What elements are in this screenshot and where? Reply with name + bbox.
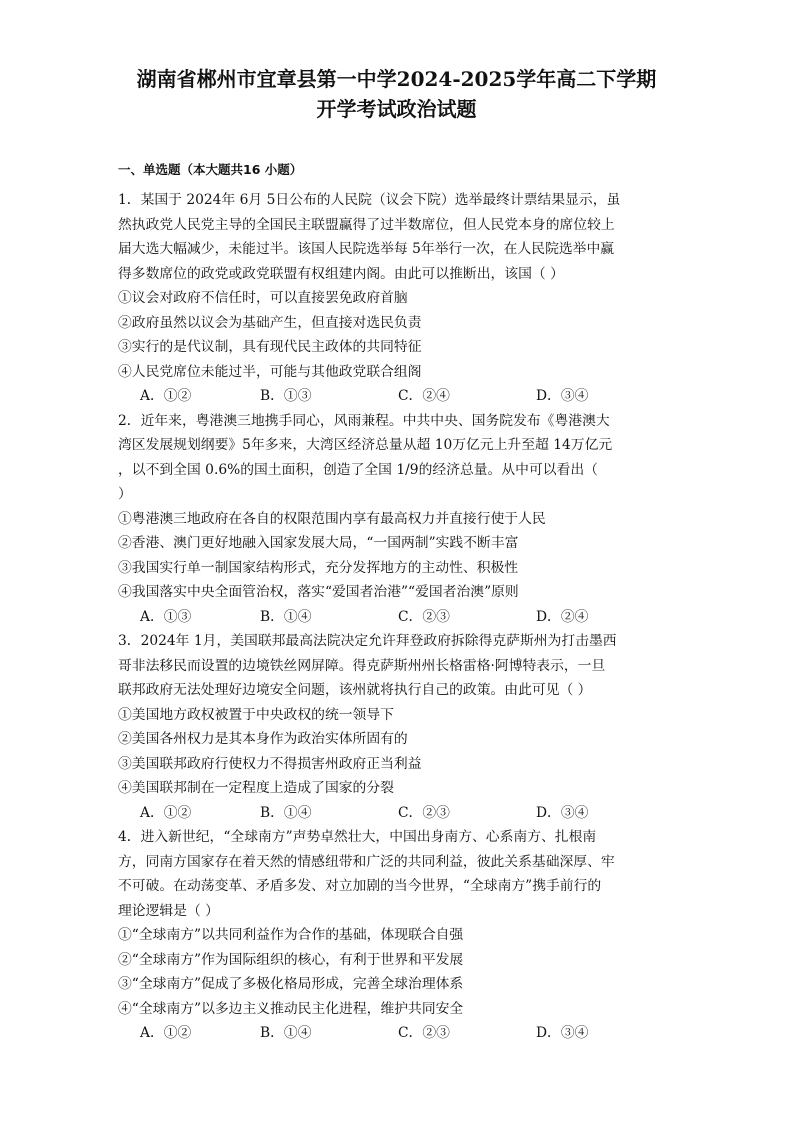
option-c: C．②③	[398, 608, 450, 625]
option-c: C．②③	[398, 1025, 450, 1041]
question-stem-line: 方，同南方国家存在着天然的情感纽带和广泛的共同利益，彼此关系基础深厚、牢	[118, 853, 615, 870]
document-title-line-2: 开学考试政治试题	[316, 97, 477, 121]
question-stem-line: ，以不到全国 0.6%的国土面积，创造了全国 1/9的经济总量。从中可以看出（	[118, 461, 598, 478]
statement-item: ①“全球南方”以共同利益作为合作的基础，体现联合自强	[118, 927, 464, 943]
statement-item: ③我国实行单一制国家结构形式，充分发挥地方的主动性、积极性	[118, 559, 519, 576]
option-c: C．②④	[398, 388, 450, 404]
statement-item: ②政府虽然以议会为基础产生，但直接对选民负责	[118, 314, 422, 331]
answer-options	[118, 384, 678, 409]
question-stem-line: 4．进入新世纪，“全球南方”声势卓然壮大，中国出身南方、心系南方、扎根南	[118, 829, 597, 845]
option-d: D．②④	[536, 608, 589, 625]
question-stem-line: 然执政党人民党主导的全国民主联盟赢得了过半数席位，但人民党本身的席位较上	[118, 216, 615, 233]
question-stem-line: 理论逻辑是（ ）	[118, 902, 219, 919]
option-d: D．③④	[536, 804, 589, 821]
question-3	[118, 629, 678, 825]
option-a: A．①③	[140, 608, 192, 625]
question-stem-line: 不可破。在动荡变革、矛盾多发、对立加剧的当今世界，“全球南方”携手前行的	[118, 878, 602, 894]
statement-item: ④我国落实中央全面管治权，落实“爱国者治港”“爱国者治澳”原则	[118, 584, 519, 600]
question-stem-line: 湾区发展规划纲要》5年多来，大湾区经济总量从超 10万亿元上升至超 14万亿元	[118, 437, 613, 453]
statement-item: ②美国各州权力是其本身作为政治实体所固有的	[118, 731, 408, 747]
option-d: D．③④	[536, 388, 589, 404]
question-2	[118, 409, 678, 630]
question-stem-line: 得多数席位的政党或政党联盟有权组建内阁。由此可以推断出，该国（ ）	[118, 265, 564, 282]
statement-item: ④美国联邦制在一定程度上造成了国家的分裂	[118, 780, 394, 796]
section-heading: 一、单选题（本大题共16 小题）	[118, 162, 303, 177]
option-a: A．①②	[140, 388, 192, 404]
option-b: B．①④	[260, 804, 312, 821]
question-stem-line: 届大选大幅减少，未能过半。该国人民院选举每 5年举行一次，在人民院选举中赢	[118, 241, 615, 257]
statement-item: ③实行的是代议制，具有现代民主政体的共同特征	[118, 339, 422, 355]
question-stem-line: ）	[118, 486, 132, 502]
option-b: B．①④	[260, 608, 312, 625]
option-d: D．③④	[536, 1025, 589, 1041]
answer-options	[118, 801, 678, 826]
option-a: A．①②	[140, 804, 192, 821]
statement-item: ④人民党席位未能过半，可能与其他政党联合组阁	[118, 363, 422, 380]
statement-item: ④“全球南方”以多边主义推动民主化进程，维护共同安全	[118, 1000, 464, 1017]
option-b: B．①④	[260, 1025, 312, 1041]
question-stem-line: 联邦政府无法处理好边境安全问题，该州就将执行自己的政策。由此可见（ ）	[118, 682, 592, 698]
question-4	[118, 825, 678, 1046]
question-stem-line: 哥非法移民而设置的边境铁丝网屏障。得克萨斯州州长格雷格·阿博特表示，一旦	[118, 657, 606, 674]
question-1	[118, 188, 678, 409]
statement-item: ②“全球南方”作为国际组织的核心，有利于世界和平发展	[118, 951, 464, 968]
statement-item: ③“全球南方”促成了多极化格局形成，完善全球治理体系	[118, 976, 464, 992]
statement-item: ①粤港澳三地政府在各自的权限范围内享有最高权力并直接行使于人民	[118, 510, 546, 527]
answer-options	[118, 605, 678, 630]
statement-item: ③美国联邦政府行使权力不得损害州政府正当利益	[118, 755, 422, 772]
option-b: B．①③	[260, 388, 312, 404]
option-a: A．①②	[140, 1025, 192, 1041]
statement-item: ①议会对政府不信任时，可以直接罢免政府首脑	[118, 290, 408, 306]
answer-options	[118, 1021, 678, 1046]
statement-item: ①美国地方政权被置于中央政权的统一领导下	[118, 706, 394, 723]
option-c: C．②③	[398, 804, 450, 821]
document-title-line-1: 湖南省郴州市宜章县第一中学2024-2025学年高二下学期	[136, 67, 657, 91]
question-stem-line: 2．近年来，粤港澳三地携手同心，风雨兼程。中共中央、国务院发布《粤港澳大	[118, 412, 610, 429]
statement-item: ②香港、澳门更好地融入国家发展大局，“一国两制”实践不断丰富	[118, 535, 519, 551]
question-stem-line: 3．2024年 1月，美国联邦最高法院决定允许拜登政府拆除得克萨斯州为打击墨西	[118, 633, 617, 649]
question-stem-line: 1．某国于 2024年 6月 5日公布的人民院（议会下院）选举最终计票结果显示，虽	[118, 192, 621, 208]
